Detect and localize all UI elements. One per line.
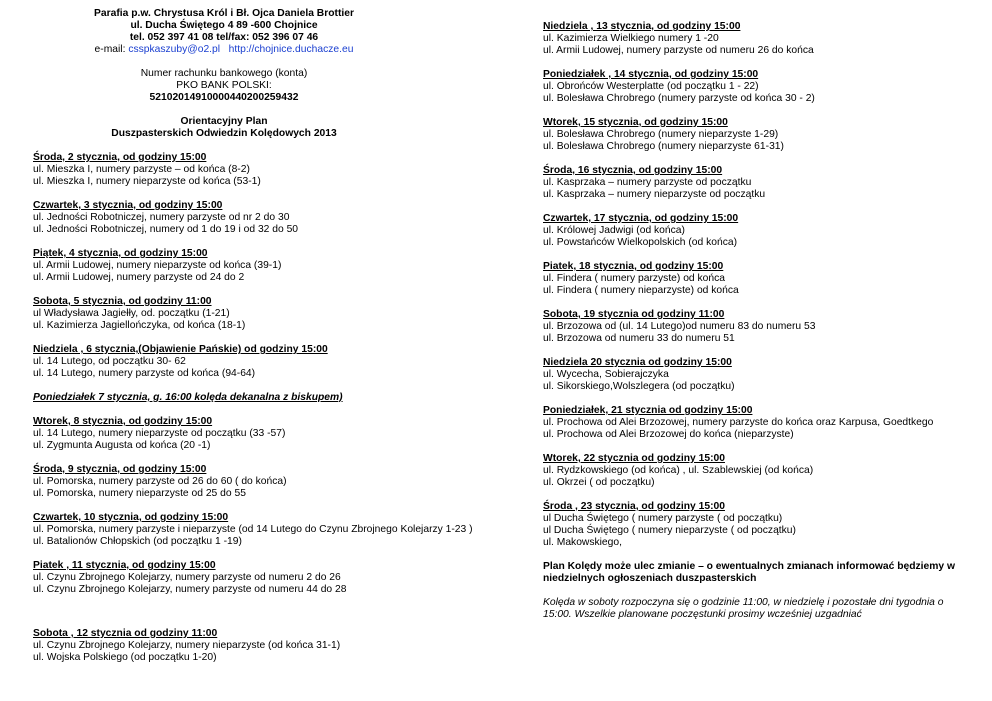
schedule-day xyxy=(543,405,963,441)
schedule-day xyxy=(543,453,963,489)
schedule-day xyxy=(33,560,473,596)
schedule-street-line: ul. 14 Lutego, od początku 30- 62 xyxy=(33,356,186,367)
bank-name: PKO BANK POLSKI: xyxy=(176,80,272,91)
schedule-street-line: ul. Findera ( numery nieparzyste) od końca xyxy=(543,285,739,296)
schedule-day xyxy=(543,261,963,297)
schedule-day xyxy=(543,69,963,105)
schedule-day-title: Wtorek, 8 stycznia, od godziny 15:00 xyxy=(33,416,213,427)
schedule-day-title: Poniedziałek , 14 stycznia, od godziny 15:00 xyxy=(543,69,759,80)
schedule-day-title: Poniedziałek 7 stycznia, g. 16:00 kolęda dekanalna z biskupem) xyxy=(33,392,343,403)
schedule-street-line: ul. Kasprzaka – numery parzyste od początku xyxy=(543,177,752,188)
schedule-day-title: Sobota , 12 stycznia od godziny 11:00 xyxy=(33,628,218,639)
schedule-street-line: ul. Obrońców Westerplatte (od początku 1 - 22) xyxy=(543,81,759,92)
schedule-day-title: Niedziela , 13 stycznia, od godziny 15:00 xyxy=(543,21,741,32)
schedule-day xyxy=(33,464,473,500)
schedule-day-title: Piatek, 18 stycznia, od godziny 15:00 xyxy=(543,261,724,272)
saturday-note-block xyxy=(543,597,963,621)
schedule-street-line: ul. Findera ( numery parzyste) od końca xyxy=(543,273,725,284)
schedule-day-title: Czwartek, 17 stycznia, od godziny 15:00 xyxy=(543,213,739,224)
schedule-street-line: ul. Pomorska, numery parzyste i nieparzyste (od 14 Lutego do Czynu Zbrojnego Kolejarzy 1-23 ) xyxy=(33,524,473,535)
schedule-street-line: ul. Armii Ludowej, numery parzyste od 24 do 2 xyxy=(33,272,245,283)
notes xyxy=(543,561,963,585)
schedule-day xyxy=(33,152,473,188)
schedule-street-line: ul. Jedności Robotniczej, numery od 1 do 19 i od 32 do 50 xyxy=(33,224,299,235)
schedule-street-line: ul. Prochowa od Alei Brzozowej, numery parzyste do końca oraz Karpusa, Goedtkego xyxy=(543,417,934,428)
schedule-day-title: Środa, 2 stycznia, od godziny 15:00 xyxy=(33,152,207,163)
schedule-day xyxy=(543,21,963,57)
schedule-street-line: ul. Kazimierza Jagiellończyka, od końca (18-1) xyxy=(33,320,246,331)
right-schedule xyxy=(543,21,963,549)
schedule-day xyxy=(33,200,473,236)
schedule-street-line: ul. Brzozowa od (ul. 14 Lutego)od numeru 83 do numeru 53 xyxy=(543,321,816,332)
schedule-street-line: ul Ducha Świętego ( numery nieparzyste ( od początku) xyxy=(543,525,796,536)
schedule-day xyxy=(33,344,473,380)
schedule-day-title: Sobota, 19 stycznia od godziny 11:00 xyxy=(543,309,725,320)
schedule-street-line: ul. Wojska Polskiego (od początku 1-20) xyxy=(33,652,217,663)
schedule-day xyxy=(33,248,473,284)
schedule-day-title: Piątek, 4 stycznia, od godziny 15:00 xyxy=(33,248,208,259)
schedule-day xyxy=(33,512,473,548)
schedule-day-title: Poniedziałek, 21 stycznia od godziny 15:00 xyxy=(543,405,753,416)
schedule-street-line: ul Władysława Jagiełły, od. początku (1-21) xyxy=(33,308,230,319)
parish-name: Parafia p.w. Chrystusa Król i Bł. Ojca Daniela Brottier xyxy=(94,8,354,19)
schedule-street-line: ul. Brzozowa od numeru 33 do numeru 51 xyxy=(543,333,735,344)
schedule-day-title: Czwartek, 3 stycznia, od godziny 15:00 xyxy=(33,200,223,211)
schedule-street-line: ul. Pomorska, numery nieparzyste od 25 do 55 xyxy=(33,488,246,499)
saturday-note: Kolęda w soboty rozpoczyna się o godzinie 11:00, w niedzielę i pozostałe dni tygodnia o 15:00. Wszelkie planowane poczęstunki prosimy wcześniej uzgadniać xyxy=(543,597,944,620)
website-link[interactable]: http://chojnice.duchacze.eu xyxy=(228,44,354,55)
schedule-street-line: ul. Batalionów Chłopskich (od początku 1 -19) xyxy=(33,536,242,547)
schedule-day xyxy=(543,213,963,249)
email-link[interactable]: csspkaszuby@o2.pl xyxy=(128,44,221,55)
schedule-day-title: Środa, 16 stycznia, od godziny 15:00 xyxy=(543,165,723,176)
schedule-day-title: Wtorek, 15 stycznia, od godziny 15:00 xyxy=(543,117,728,128)
schedule-street-line: ul. Pomorska, numery parzyste od 26 do 60 ( do końca) xyxy=(33,476,287,487)
schedule-day-title: Piatek , 11 stycznia, od godziny 15:00 xyxy=(33,560,216,571)
schedule-street-line: ul. 14 Lutego, numery parzyste od końca (94-64) xyxy=(33,368,256,379)
right-column xyxy=(543,0,963,633)
schedule-day xyxy=(33,296,473,332)
schedule-day xyxy=(33,628,473,664)
schedule-street-line: ul. Prochowa od Alei Brzozowej do końca (nieparzyste) xyxy=(543,429,794,440)
schedule-street-line: ul. Mieszka I, numery nieparzyste od końca (53-1) xyxy=(33,176,261,187)
parish-contact xyxy=(33,44,415,56)
parish-header xyxy=(33,8,415,140)
schedule-street-line: ul. Rydzkowskiego (od końca) , ul. Szablewskiej (od końca) xyxy=(543,465,814,476)
parish-address: ul. Ducha Świętego 4 89 -600 Chojnice xyxy=(130,20,318,31)
schedule-street-line: ul. Jedności Robotniczej, numery parzyste od nr 2 do 30 xyxy=(33,212,290,223)
schedule-street-line: ul. Czynu Zbrojnego Kolejarzy, numery parzyste od numeru 2 do 26 xyxy=(33,572,341,583)
schedule-day-title: Niedziela , 6 stycznia,(Objawienie Pańskie) od godziny 15:00 xyxy=(33,344,328,355)
schedule-day-title: Wtorek, 22 stycznia od godziny 15:00 xyxy=(543,453,725,464)
schedule-day-title: Środa, 9 stycznia, od godziny 15:00 xyxy=(33,464,207,475)
schedule-street-line: ul. Czynu Zbrojnego Kolejarzy, numery parzyste od numeru 44 do 28 xyxy=(33,584,347,595)
plan-title-1: Orientacyjny Plan xyxy=(180,116,268,127)
change-note: Plan Kolędy może ulec zmianie – o ewentualnych zmianach informować będziemy w niedzielnych ogłoszeniach duszpasterskich xyxy=(543,561,955,584)
schedule-street-line: ul. Bolesława Chrobrego (numery nieparzyste 1-29) xyxy=(543,129,779,140)
schedule-street-line: ul. Sikorskiego,Wolszlegera (od początku) xyxy=(543,381,735,392)
schedule-day xyxy=(543,117,963,153)
email-label: e-mail: xyxy=(94,44,129,55)
schedule-day-title: Sobota, 5 stycznia, od godziny 11:00 xyxy=(33,296,212,307)
schedule-day xyxy=(33,392,473,404)
schedule-street-line: ul. Czynu Zbrojnego Kolejarzy, numery nieparzyste (od końca 31-1) xyxy=(33,640,341,651)
schedule-street-line: ul Ducha Świętego ( numery parzyste ( od początku) xyxy=(543,513,783,524)
schedule-day xyxy=(543,165,963,201)
schedule-street-line: ul. Bolesława Chrobrego (numery parzyste od końca 30 - 2) xyxy=(543,93,815,104)
schedule-street-line: ul. Zygmunta Augusta od końca (20 -1) xyxy=(33,440,211,451)
bank-account: 52102014910000440200259432 xyxy=(149,92,299,103)
schedule-street-line: ul. Mieszka I, numery parzyste – od końca (8-2) xyxy=(33,164,250,175)
schedule-street-line: ul. Kasprzaka – numery nieparzyste od początku xyxy=(543,189,766,200)
schedule-day xyxy=(33,416,473,452)
schedule-street-line: ul. Powstańców Wielkopolskich (od końca) xyxy=(543,237,738,248)
schedule-street-line: ul. Bolesława Chrobrego (numery nieparzyste 61-31) xyxy=(543,141,784,152)
schedule-street-line: ul. Wycecha, Sobierajczyka xyxy=(543,369,669,380)
schedule-street-line: ul. Królowej Jadwigi (od końca) xyxy=(543,225,685,236)
bank-label: Numer rachunku bankowego (konta) xyxy=(140,68,308,79)
plan-title-2: Duszpasterskich Odwiedzin Kolędowych 2013 xyxy=(111,128,337,139)
schedule-day xyxy=(543,501,963,549)
schedule-day-title: Czwartek, 10 stycznia, od godziny 15:00 xyxy=(33,512,229,523)
schedule-street-line: ul. Okrzei ( od początku) xyxy=(543,477,655,488)
schedule-day-title: Środa , 23 stycznia, od godziny 15:00 xyxy=(543,501,725,512)
schedule-street-line: ul. Makowskiego, xyxy=(543,537,622,548)
schedule-day xyxy=(543,357,963,393)
schedule-street-line: ul. 14 Lutego, numery nieparzyste od początku (33 -57) xyxy=(33,428,286,439)
left-schedule xyxy=(33,152,473,664)
schedule-street-line: ul. Armii Ludowej, numery parzyste od numeru 26 do końca xyxy=(543,45,814,56)
schedule-day-title: Niedziela 20 stycznia od godziny 15:00 xyxy=(543,357,732,368)
parish-phone: tel. 052 397 41 08 tel/fax: 052 396 07 46 xyxy=(129,32,319,43)
schedule-street-line: ul. Kazimierza Wielkiego numery 1 -20 xyxy=(543,33,719,44)
left-column xyxy=(33,0,473,676)
schedule-street-line: ul. Armii Ludowej, numery nieparzyste od końca (39-1) xyxy=(33,260,282,271)
schedule-day xyxy=(543,309,963,345)
